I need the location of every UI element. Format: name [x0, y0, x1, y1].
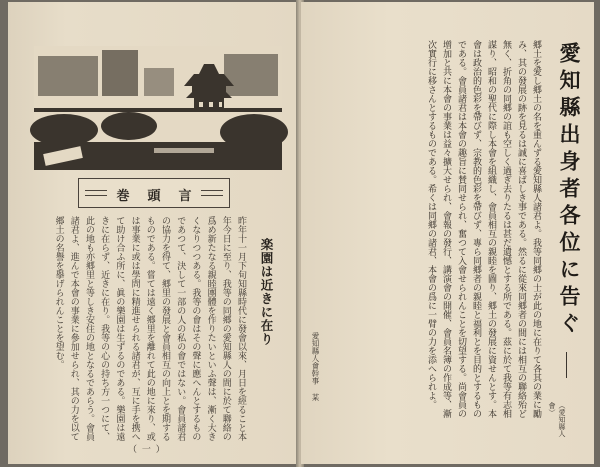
title-divider — [566, 352, 567, 378]
castle-illustration — [34, 46, 282, 170]
signature-note: （愛知縣人會） — [548, 402, 566, 437]
article-title: 楽園は近きに在り — [259, 238, 274, 346]
left-body-text: 昨年十一月下旬知縣時代に發會以來、月日を經ること本年今日に至り、我等の同郷の愛知縣人の間に於て聯絡の爲め新たなる親睦團體を作りたいといふ聲は、漸く大きくなりつつある。我等の會はその聲に應へんとするものであつて、決して一部の人の私の會ではない。會員諸君の協力を得て、郷里の發展と會員相互の向上とを期するものである。嘗ては遠く郷里を離れて此の地に來り、或は事業に或は學問に精進せられる諸君が、互に手を携へて助け合ふ所に、眞の樂園は生ずるのである。樂園は遠きに在らず、近きに在り。我等の心の持ち方一つにて、此の地も亦郷里と等しき安住の地となるであらう。會員諸君よ、進んで本會の事業に參加せられ、其の力を以て郷土の名譽を擧げられんことを望む。 — [53, 216, 246, 441]
right-page — [301, 2, 594, 464]
page-title: 愛知縣出身者各位に告ぐ — [557, 42, 582, 339]
left-page — [8, 2, 299, 464]
right-body-text: 郷土を愛し郷土の名を重んずる愛知縣人諸君よ。我等同郷の士が此の地に在りて各其の業に勵み、其の發展の跡を見るは誠に喜ばしき事である。然るに從來同郷者の間には相互の聯絡殆ど無く、折角の同郷の誼も空しく過ぎ去りたるは甚だ遺憾とする所である。茲に於て我等有志相謀り、昭和の聖代に際し本會を組織し、會員相互の親睦を圖り、郷土の發展に資せんとす。本會は政治的色彩を帶びず、宗教的色彩を帶びず、專ら同郷者の親睦と福利とを目的とするものである。會員諸君は本會の趣旨に賛同せられ、奮つて入會せられんことを切望する。尚會員の增加と共に本會の事業は益々擴大せられ、會報の發行、講演會の開催、會員名簿の作成等、漸次實行に移さんとするものである。希くは同郷の諸君、本會の爲に一臂の力を添へられよ。 — [426, 40, 541, 418]
page-number: （ 一 ） — [128, 445, 166, 455]
author-line: 愛知縣人會幹事 某 — [311, 332, 320, 401]
banner-ornament — [201, 190, 223, 196]
banner-label: 巻頭言 — [116, 189, 210, 204]
header-banner — [78, 178, 230, 208]
